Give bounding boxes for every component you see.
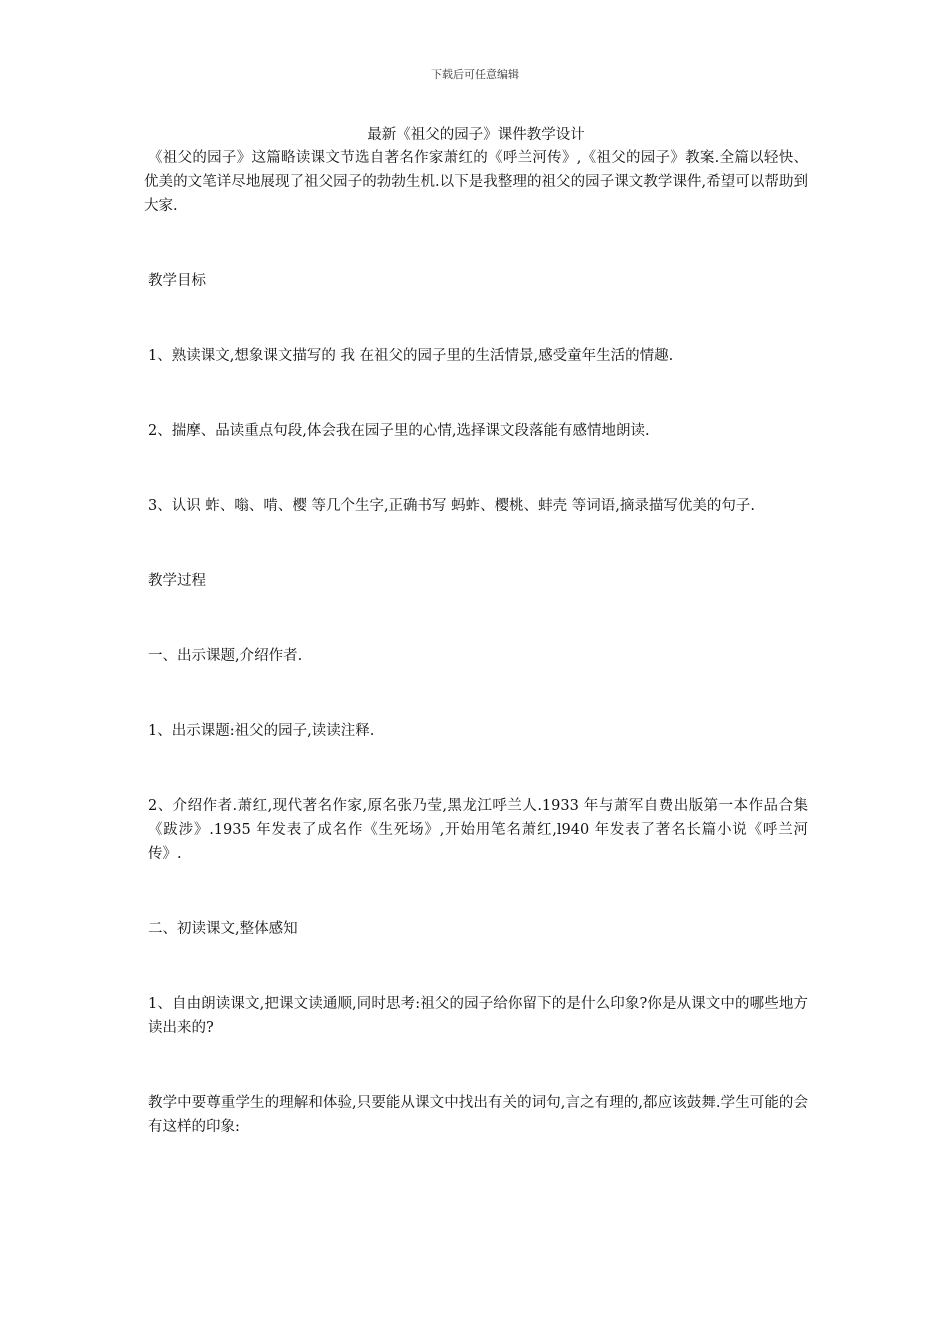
step-1-item-1: 1、出示课题:祖父的园子,读读注释. (148, 723, 375, 739)
document-title: 最新《祖父的园子》课件教学设计 (367, 127, 585, 143)
step-heading-1: 一、出示课题,介绍作者. (148, 648, 303, 664)
teaching-note-paragraph: 教学中要尊重学生的理解和体验,只要能从课文中找出有关的词句,言之有理的,都应该鼓舞.学生可能的会有这样的印象: (148, 1095, 808, 1135)
header-note: 下载后可任意编辑 (431, 68, 519, 81)
step-heading-2: 二、初读课文,整体感知 (148, 921, 298, 937)
step-1-item-2: 2、介绍作者.萧红,现代著名作家,原名张乃莹,黑龙江呼兰人.1933 年与萧军自费出版第一本作品合集《跋涉》.1935 年发表了成名作《生死场》,开始用笔名萧红,l940 年发表了著名长篇小说《呼兰河传》. (148, 798, 808, 862)
document-body (144, 124, 808, 1139)
section-heading-teaching-goals: 教学目标 (148, 273, 206, 289)
step-2-item-1: 1、自由朗读课文,把课文读通顺,同时思考:祖父的园子给你留下的是什么印象?你是从课文中的哪些地方读出来的? (148, 996, 808, 1036)
goal-item-1: 1、熟读课文,想象课文描写的 我 在祖父的园子里的生活情景,感受童年生活的情趣. (148, 348, 674, 364)
goal-item-2: 2、揣摩、品读重点句段,体会我在园子里的心情,选择课文段落能有感情地朗读. (148, 423, 650, 439)
intro-paragraph: 《祖父的园子》这篇略读课文节选自著名作家萧红的《呼兰河传》,《祖父的园子》教案.全篇以轻快、优美的文笔详尽地展现了祖父园子的勃勃生机.以下是我整理的祖父的园子课文教学课件,希望可以帮助到大家. (144, 150, 808, 214)
goal-item-3: 3、认识 蚱、嗡、啃、樱 等几个生字,正确书写 蚂蚱、樱桃、蚌壳 等词语,摘录描写优美的句子. (148, 498, 755, 514)
section-heading-teaching-process: 教学过程 (148, 573, 206, 589)
